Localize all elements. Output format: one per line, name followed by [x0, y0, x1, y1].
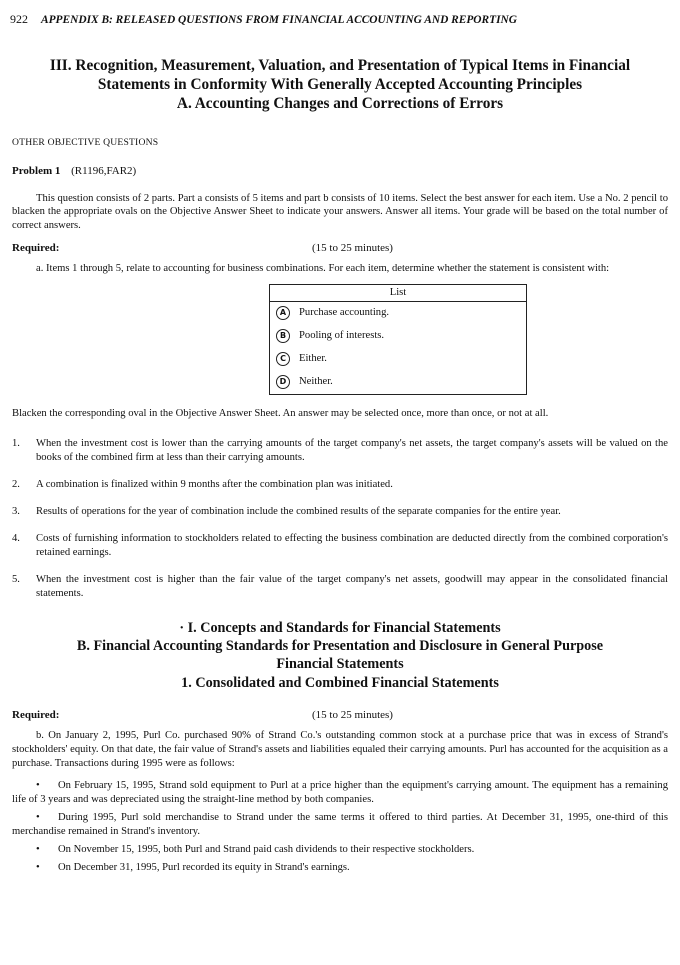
item-number: 5. — [12, 573, 20, 585]
list-item — [12, 505, 668, 519]
item-number: 3. — [12, 505, 20, 517]
item-text: When the investment cost is higher than the fair value of the target company's net assets, goodwill may appear in the consolidated financial statements. — [36, 573, 668, 599]
circled-letter-icon: B — [276, 329, 290, 343]
section2-heading-line2: B. Financial Accounting Standards for Presentation and Disclosure in General Purpose — [76, 638, 604, 655]
item-text: Results of operations for the year of combination include the combined results of the separate companies for the entire year. — [36, 505, 561, 517]
list-item — [12, 811, 668, 839]
bullet-text: During 1995, Purl sold merchandise to Strand under the same terms it offered to third parties. At December 31, 1995, one-third of this merchandise remained in Strand's inventory. — [12, 811, 668, 837]
section2-heading-line4: 1. Consolidated and Combined Financial Statements — [181, 674, 499, 691]
part-a-intro: a. Items 1 through 5, relate to accounting for business combinations. For each item, determine whether the statement is consistent with: — [36, 262, 610, 274]
list-option-text: Pooling of interests. — [299, 330, 385, 342]
running-header — [10, 12, 670, 28]
required-label: Required: — [12, 242, 60, 255]
list-header: List — [270, 285, 526, 302]
bullet-text: On December 31, 1995, Purl recorded its equity in Strand's earnings. — [58, 861, 350, 873]
list-item — [12, 779, 668, 807]
intro-paragraph: This question consists of 2 parts. Part a consists of 5 items and part b consists of 10 items. Select the best answer for each item. Use a No. 2 pencil to blacken the appropriate ovals on the Objective Answer Sheet to indicate your answers. Answer all items. Your grade will be based on the total number of correct answers. — [12, 192, 668, 232]
part-b-intro: b. On January 2, 1995, Purl Co. purchased 90% of Strand Co.'s outstanding common stock at a purchase price that was in excess of Strand's stockholders' equity. On that date, the fair value of Strand's assets and liabilities equaled their carrying amounts. Purl has accounted for the acquisition as a purchase. Transactions during 1995 were as follows: — [12, 729, 668, 769]
section-heading-line3: A. Accounting Changes and Corrections of Errors — [176, 95, 504, 113]
circled-letter-icon: A — [276, 306, 290, 320]
list-item — [12, 437, 668, 465]
list-option — [270, 325, 526, 348]
list-option-text: Purchase accounting. — [299, 307, 390, 319]
blacken-instruction: Blacken the corresponding oval in the Objective Answer Sheet. An answer may be selected once, more than once, or not at all. — [12, 407, 549, 419]
list-item — [12, 478, 668, 492]
section-heading — [12, 56, 668, 113]
list-option — [270, 371, 526, 394]
problem-code: (R1196,FAR2) — [71, 164, 137, 177]
bullet-text: On February 15, 1995, Strand sold equipment to Purl at a price higher than the equipment's carrying amount. The equipment has a remaining life of 3 years and was depreciated using the straight-line method by both companies. — [12, 779, 668, 805]
list-item — [12, 573, 668, 601]
bullet-icon: • — [36, 843, 40, 855]
section2-heading-line1: · I. Concepts and Standards for Financial Statements — [179, 619, 501, 636]
required-a — [12, 241, 668, 256]
circled-letter-icon: C — [276, 352, 290, 366]
required-time: (15 to 25 minutes) — [312, 242, 393, 255]
list-option-text: Neither. — [299, 376, 333, 388]
bullet-text: On November 15, 1995, both Purl and Strand paid cash dividends to their respective stockholders. — [58, 843, 475, 855]
problem-number: Problem 1 — [12, 164, 61, 177]
question-items — [12, 437, 668, 601]
subheading: OTHER OBJECTIVE QUESTIONS — [12, 137, 159, 149]
section2-heading — [12, 619, 668, 693]
document-body — [12, 56, 668, 879]
transaction-bullets — [12, 779, 668, 875]
page-number: 922 — [10, 12, 28, 26]
required-b — [12, 708, 668, 723]
bullet-icon: • — [36, 811, 40, 823]
item-number: 2. — [12, 478, 20, 490]
item-text: Costs of furnishing information to stockholders related to effecting the business combination are deducted directly from the combined corporation's retained earnings. — [36, 532, 668, 558]
list-item — [12, 843, 668, 857]
required-label: Required: — [12, 709, 60, 722]
bullet-icon: • — [36, 861, 40, 873]
answer-list-box — [269, 284, 527, 395]
list-option — [270, 302, 526, 325]
bullet-icon: • — [36, 779, 40, 791]
required-time: (15 to 25 minutes) — [312, 709, 393, 722]
section-heading-line2: Statements in Conformity With Generally Accepted Accounting Principles — [97, 76, 583, 94]
item-number: 4. — [12, 532, 20, 544]
running-title: APPENDIX B: RELEASED QUESTIONS FROM FINANCIAL ACCOUNTING AND REPORTING — [41, 14, 517, 26]
item-text: When the investment cost is lower than the carrying amounts of the target company's net assets, the target company's assets will be valued on the books of the combined firm at less than their carrying amounts. — [36, 437, 668, 463]
list-option-text: Either. — [299, 353, 327, 365]
problem-label — [12, 164, 668, 179]
section-heading-line1: III. Recognition, Measurement, Valuation, and Presentation of Typical Items in Financial — [49, 57, 631, 74]
section2-heading-line3: Financial Statements — [276, 656, 404, 673]
list-option — [270, 348, 526, 371]
circled-letter-icon: D — [276, 375, 290, 389]
list-item — [12, 532, 668, 560]
item-number: 1. — [12, 437, 20, 449]
item-text: A combination is finalized within 9 months after the combination plan was initiated. — [36, 478, 393, 490]
list-item — [12, 861, 668, 875]
